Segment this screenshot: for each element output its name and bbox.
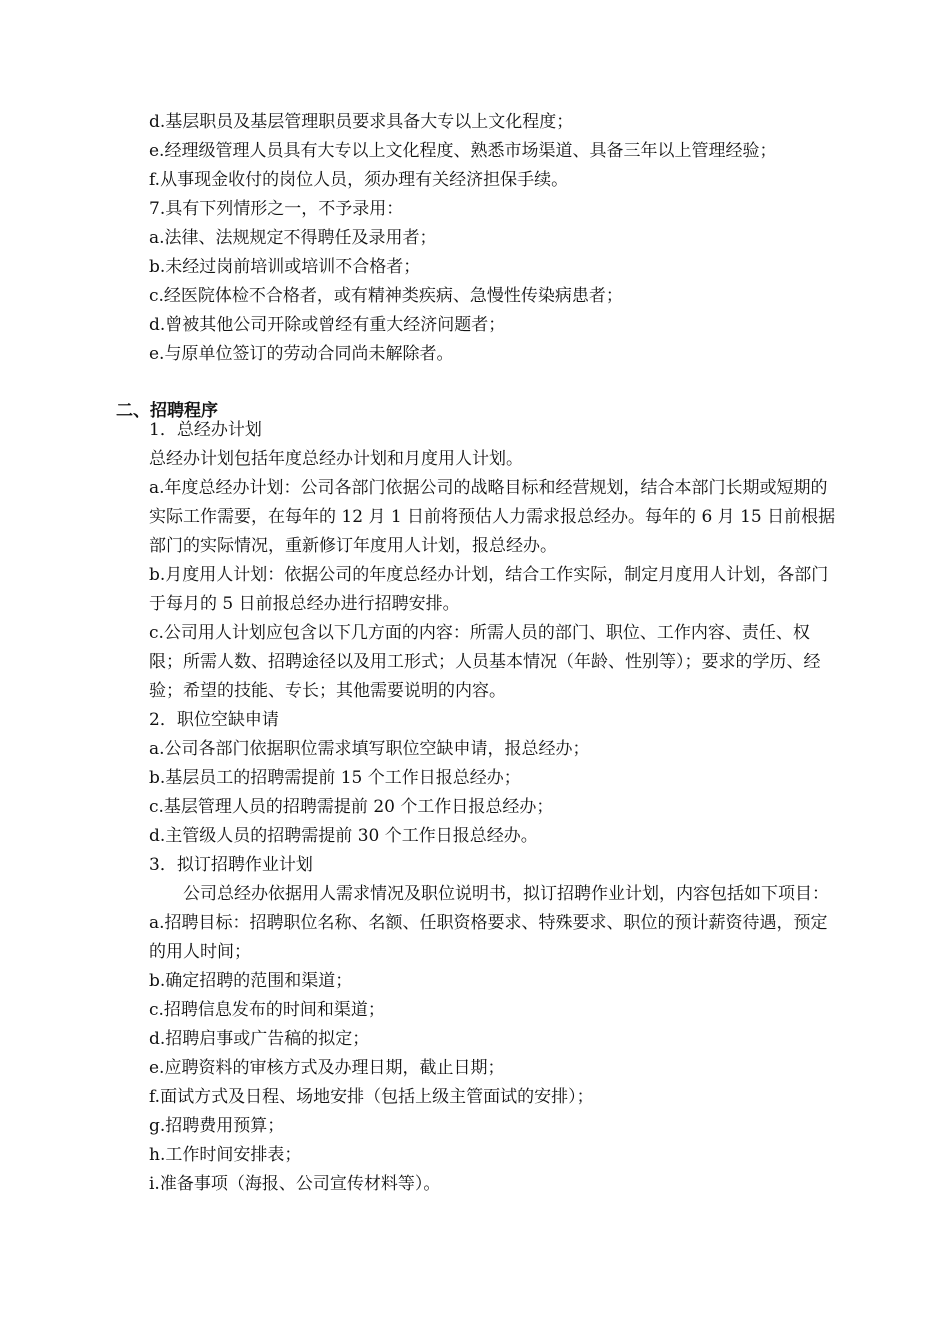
paragraph: 总经办计划包括年度总经办计划和月度用人计划。: [149, 449, 523, 469]
section-title: 二、招聘程序: [116, 401, 218, 421]
list-item: c.招聘信息发布的时间和渠道；: [149, 1000, 385, 1020]
list-item: d.基层职员及基层管理职员要求具备大专以上文化程度；: [149, 112, 574, 132]
list-item: b.月度用人计划：依据公司的年度总经办计划，结合工作实际，制定月度用人计划，各部门于每月的 5 日前报总经办进行招聘安排。: [149, 565, 829, 614]
list-item: c.基层管理人员的招聘需提前 20 个工作日报总经办；: [149, 797, 554, 817]
list-item: f.从事现金收付的岗位人员，须办理有关经济担保手续。: [149, 170, 569, 190]
list-item: f.面试方式及日程、场地安排（包括上级主管面试的安排）；: [149, 1087, 594, 1107]
list-item: b.确定招聘的范围和渠道；: [149, 971, 353, 991]
subsection-heading: 1．总经办计划: [149, 420, 262, 440]
list-item: c.经医院体检不合格者，或有精神类疾病、急慢性传染病患者；: [149, 286, 623, 306]
list-item: h.工作时间安排表；: [149, 1145, 302, 1165]
list-item: i.准备事项（海报、公司宣传材料等）。: [149, 1174, 441, 1194]
list-item: e.经理级管理人员具有大专以上文化程度、熟悉市场渠道、具备三年以上管理经验；: [149, 141, 777, 161]
list-item: a.年度总经办计划：公司各部门依据公司的战略目标和经营规划，结合本部门长期或短期的实际工作需要，在每年的 12 月 1 日前将预估人力需求报总经办。每年的 6 月 15 日前根据部门的实际情况，重新修订年度用人计划，报总经办。: [149, 478, 836, 556]
list-item: b.基层员工的招聘需提前 15 个工作日报总经办；: [149, 768, 521, 788]
list-item: e.应聘资料的审核方式及办理日期，截止日期；: [149, 1058, 505, 1078]
list-item: d.主管级人员的招聘需提前 30 个工作日报总经办。: [149, 826, 538, 846]
list-item: a.招聘目标：招聘职位名称、名额、任职资格要求、特殊要求、职位的预计薪资待遇，预定的用人时间；: [149, 913, 828, 962]
list-item: a.法律、法规规定不得聘任及录用者；: [149, 228, 437, 248]
paragraph: 公司总经办依据用人需求情况及职位说明书，拟订招聘作业计划，内容包括如下项目：: [183, 884, 829, 904]
list-item: b.未经过岗前培训或培训不合格者；: [149, 257, 421, 277]
list-item: c.公司用人计划应包含以下几方面的内容：所需人员的部门、职位、工作内容、责任、权限；所需人数、招聘途径以及用工形式；人员基本情况（年龄、性别等）；要求的学历、经验；希望的技能、专长；其他需要说明的内容。: [149, 623, 821, 701]
subsection-heading: 2．职位空缺申请: [149, 710, 279, 730]
list-item: e.与原单位签订的劳动合同尚未解除者。: [149, 344, 454, 364]
requirements-list: [149, 108, 839, 369]
list-item: d.曾被其他公司开除或曾经有重大经济问题者；: [149, 315, 506, 335]
list-item: d.招聘启事或广告稿的拟定；: [149, 1029, 370, 1049]
list-item: g.招聘费用预算；: [149, 1116, 285, 1136]
recruitment-procedure: [149, 416, 839, 1199]
list-item: 7.具有下列情形之一，不予录用：: [149, 199, 404, 219]
subsection-heading: 3．拟订招聘作业计划: [149, 855, 313, 875]
list-item: a.公司各部门依据职位需求填写职位空缺申请，报总经办；: [149, 739, 590, 759]
